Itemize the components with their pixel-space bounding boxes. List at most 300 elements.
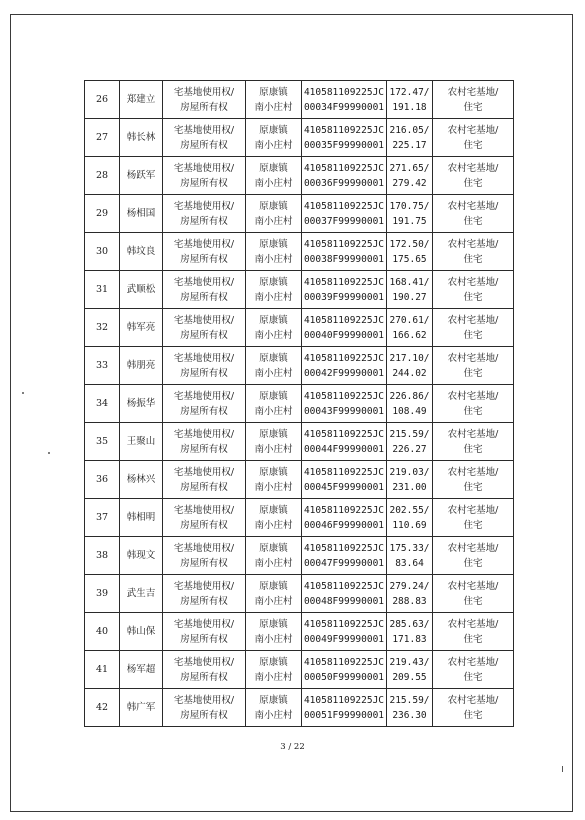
cell-area	[387, 271, 433, 309]
cell-land-use-line: 住宅	[463, 329, 483, 341]
cell-right-type	[163, 461, 246, 499]
cell-right-type	[163, 157, 246, 195]
cell-right-type-line: 宅基地使用权/	[173, 580, 235, 592]
cell-right-type	[163, 81, 246, 119]
table-row	[85, 309, 514, 347]
cell-area-line: 191.18	[392, 101, 427, 113]
cell-number: 40	[85, 613, 120, 651]
cell-number: 33	[85, 347, 120, 385]
cell-land-use-line: 农村宅基地/	[447, 428, 499, 440]
cell-number: 36	[85, 461, 120, 499]
cell-parcel-code-line: 410581109225JC	[303, 466, 385, 478]
cell-parcel-code-line: 00047F99990001	[303, 557, 385, 569]
cell-location	[246, 119, 302, 157]
cell-land-use-line: 住宅	[463, 633, 483, 645]
cell-area-line: 244.02	[392, 367, 427, 379]
cell-parcel-code-line: 00039F99990001	[303, 291, 385, 303]
cell-right-type-line: 宅基地使用权/	[173, 466, 235, 478]
page-number: 3 / 22	[280, 742, 305, 752]
table-row	[85, 537, 514, 575]
cell-location-line: 原康镇	[259, 580, 288, 592]
cell-owner-name: 韩山保	[120, 613, 163, 651]
cell-land-use-line: 住宅	[463, 709, 483, 721]
table-row	[85, 195, 514, 233]
scan-speck	[48, 452, 50, 454]
cell-owner-name: 杨相国	[120, 195, 163, 233]
cell-land-use-line: 农村宅基地/	[447, 618, 499, 630]
cell-parcel-code	[302, 347, 387, 385]
cell-area	[387, 81, 433, 119]
cell-right-type	[163, 309, 246, 347]
cell-location-line: 南小庄村	[254, 557, 293, 569]
cell-right-type-line: 房屋所有权	[180, 367, 228, 379]
table-body	[85, 81, 514, 727]
cell-area	[387, 157, 433, 195]
cell-land-use-line: 住宅	[463, 519, 483, 531]
cell-right-type	[163, 233, 246, 271]
cell-parcel-code-line: 410581109225JC	[303, 504, 385, 516]
cell-area-line: 279.42	[392, 177, 427, 189]
cell-land-use	[433, 81, 514, 119]
cell-right-type-line: 宅基地使用权/	[173, 276, 235, 288]
cell-land-use-line: 住宅	[463, 481, 483, 493]
cell-number: 41	[85, 651, 120, 689]
cell-location-line: 南小庄村	[254, 367, 293, 379]
cell-owner-name: 杨军超	[120, 651, 163, 689]
cell-parcel-code	[302, 81, 387, 119]
cell-area	[387, 689, 433, 727]
cell-location-line: 南小庄村	[254, 671, 293, 683]
cell-area-line: 219.43/	[389, 656, 430, 668]
cell-land-use	[433, 651, 514, 689]
cell-area-line: 271.65/	[389, 162, 430, 174]
cell-number: 29	[85, 195, 120, 233]
cell-location-line: 南小庄村	[254, 329, 293, 341]
cell-right-type-line: 房屋所有权	[180, 139, 228, 151]
cell-right-type-line: 房屋所有权	[180, 595, 228, 607]
cell-location-line: 南小庄村	[254, 101, 293, 113]
cell-owner-name: 韩坟良	[120, 233, 163, 271]
cell-owner-name: 武顺松	[120, 271, 163, 309]
cell-location-line: 南小庄村	[254, 177, 293, 189]
cell-area	[387, 195, 433, 233]
cell-area-line: 172.47/	[389, 86, 430, 98]
cell-area-line: 215.59/	[389, 694, 430, 706]
cell-land-use-line: 农村宅基地/	[447, 276, 499, 288]
cell-owner-name: 韩军亮	[120, 309, 163, 347]
cell-location	[246, 499, 302, 537]
cell-right-type-line: 宅基地使用权/	[173, 694, 235, 706]
cell-area-line: 226.27	[392, 443, 427, 455]
cell-land-use-line: 农村宅基地/	[447, 352, 499, 364]
cell-land-use-line: 住宅	[463, 671, 483, 683]
cell-parcel-code-line: 00038F99990001	[303, 253, 385, 265]
cell-parcel-code-line: 410581109225JC	[303, 314, 385, 326]
cell-land-use	[433, 347, 514, 385]
cell-location-line: 南小庄村	[254, 633, 293, 645]
cell-right-type	[163, 195, 246, 233]
cell-right-type-line: 房屋所有权	[180, 101, 228, 113]
cell-parcel-code	[302, 651, 387, 689]
cell-parcel-code-line: 410581109225JC	[303, 352, 385, 364]
table-row	[85, 499, 514, 537]
cell-land-use-line: 住宅	[463, 101, 483, 113]
cell-parcel-code	[302, 613, 387, 651]
cell-land-use	[433, 575, 514, 613]
cell-land-use	[433, 195, 514, 233]
cell-location-line: 原康镇	[259, 694, 288, 706]
cell-location	[246, 537, 302, 575]
cell-area-line: 168.41/	[389, 276, 430, 288]
cell-parcel-code	[302, 537, 387, 575]
cell-area	[387, 461, 433, 499]
cell-location	[246, 347, 302, 385]
cell-parcel-code-line: 00043F99990001	[303, 405, 385, 417]
cell-area-line: 190.27	[392, 291, 427, 303]
cell-location-line: 南小庄村	[254, 405, 293, 417]
cell-area-line: 171.83	[392, 633, 427, 645]
cell-area-line: 209.55	[392, 671, 427, 683]
cell-owner-name: 杨林兴	[120, 461, 163, 499]
cell-parcel-code-line: 00050F99990001	[303, 671, 385, 683]
cell-right-type-line: 宅基地使用权/	[173, 162, 235, 174]
cell-land-use-line: 住宅	[463, 405, 483, 417]
cell-parcel-code-line: 00048F99990001	[303, 595, 385, 607]
cell-parcel-code	[302, 233, 387, 271]
cell-right-type-line: 宅基地使用权/	[173, 618, 235, 630]
cell-land-use-line: 住宅	[463, 215, 483, 227]
cell-location	[246, 461, 302, 499]
cell-land-use-line: 住宅	[463, 595, 483, 607]
cell-location-line: 南小庄村	[254, 215, 293, 227]
cell-location-line: 原康镇	[259, 618, 288, 630]
cell-area	[387, 537, 433, 575]
cell-area-line: 279.24/	[389, 580, 430, 592]
cell-owner-name: 王聚山	[120, 423, 163, 461]
cell-land-use	[433, 499, 514, 537]
cell-area	[387, 309, 433, 347]
cell-parcel-code-line: 410581109225JC	[303, 124, 385, 136]
cell-owner-name: 韩朋亮	[120, 347, 163, 385]
cell-area	[387, 233, 433, 271]
cell-owner-name: 韩现文	[120, 537, 163, 575]
cell-parcel-code	[302, 461, 387, 499]
cell-parcel-code-line: 410581109225JC	[303, 162, 385, 174]
cell-land-use-line: 农村宅基地/	[447, 314, 499, 326]
cell-parcel-code-line: 410581109225JC	[303, 86, 385, 98]
cell-right-type-line: 房屋所有权	[180, 633, 228, 645]
cell-area-line: 83.64	[395, 557, 424, 569]
cell-right-type-line: 房屋所有权	[180, 443, 228, 455]
cell-location	[246, 613, 302, 651]
cell-land-use-line: 农村宅基地/	[447, 238, 499, 250]
cell-location-line: 南小庄村	[254, 291, 293, 303]
cell-area-line: 231.00	[392, 481, 427, 493]
cell-area	[387, 119, 433, 157]
cell-area	[387, 575, 433, 613]
cell-area-line: 219.03/	[389, 466, 430, 478]
cell-right-type-line: 房屋所有权	[180, 481, 228, 493]
table-row	[85, 651, 514, 689]
table-row	[85, 613, 514, 651]
cell-location-line: 南小庄村	[254, 443, 293, 455]
cell-number: 30	[85, 233, 120, 271]
cell-right-type-line: 宅基地使用权/	[173, 390, 235, 402]
cell-number: 37	[85, 499, 120, 537]
cell-area	[387, 651, 433, 689]
cell-right-type-line: 宅基地使用权/	[173, 656, 235, 668]
cell-right-type	[163, 423, 246, 461]
cell-area-line: 215.59/	[389, 428, 430, 440]
cell-location-line: 南小庄村	[254, 139, 293, 151]
table-row	[85, 385, 514, 423]
cell-parcel-code-line: 410581109225JC	[303, 542, 385, 554]
cell-parcel-code-line: 410581109225JC	[303, 694, 385, 706]
cell-land-use-line: 住宅	[463, 253, 483, 265]
cell-location	[246, 195, 302, 233]
cell-parcel-code-line: 00045F99990001	[303, 481, 385, 493]
cell-right-type-line: 房屋所有权	[180, 671, 228, 683]
table-row	[85, 461, 514, 499]
cell-parcel-code-line: 00046F99990001	[303, 519, 385, 531]
cell-location	[246, 689, 302, 727]
cell-location-line: 原康镇	[259, 276, 288, 288]
cell-right-type-line: 宅基地使用权/	[173, 200, 235, 212]
cell-location	[246, 423, 302, 461]
cell-land-use	[433, 119, 514, 157]
cell-number: 27	[85, 119, 120, 157]
cell-location-line: 原康镇	[259, 86, 288, 98]
cell-right-type-line: 房屋所有权	[180, 329, 228, 341]
table-row	[85, 119, 514, 157]
cell-number: 28	[85, 157, 120, 195]
cell-parcel-code-line: 410581109225JC	[303, 656, 385, 668]
cell-parcel-code	[302, 385, 387, 423]
cell-location	[246, 233, 302, 271]
cell-land-use-line: 农村宅基地/	[447, 466, 499, 478]
cell-area-line: 110.69	[392, 519, 427, 531]
cell-right-type-line: 宅基地使用权/	[173, 428, 235, 440]
cell-area-line: 225.17	[392, 139, 427, 151]
cell-number: 32	[85, 309, 120, 347]
cell-location	[246, 575, 302, 613]
cell-area	[387, 385, 433, 423]
cell-parcel-code-line: 00036F99990001	[303, 177, 385, 189]
cell-land-use	[433, 423, 514, 461]
cell-area-line: 172.50/	[389, 238, 430, 250]
table-row	[85, 271, 514, 309]
cell-area-line: 170.75/	[389, 200, 430, 212]
cell-parcel-code-line: 00042F99990001	[303, 367, 385, 379]
table-row	[85, 575, 514, 613]
cell-area-line: 226.86/	[389, 390, 430, 402]
cell-owner-name: 韩相明	[120, 499, 163, 537]
cell-right-type-line: 宅基地使用权/	[173, 124, 235, 136]
cell-location-line: 南小庄村	[254, 709, 293, 721]
cell-land-use	[433, 233, 514, 271]
cell-land-use	[433, 385, 514, 423]
cell-parcel-code-line: 410581109225JC	[303, 276, 385, 288]
cell-area-line: 108.49	[392, 405, 427, 417]
cell-land-use	[433, 613, 514, 651]
cell-land-use-line: 农村宅基地/	[447, 694, 499, 706]
cell-location-line: 原康镇	[259, 124, 288, 136]
table-row	[85, 423, 514, 461]
cell-location	[246, 309, 302, 347]
cell-parcel-code	[302, 689, 387, 727]
cell-location	[246, 157, 302, 195]
cell-location-line: 原康镇	[259, 656, 288, 668]
cell-right-type	[163, 575, 246, 613]
cell-owner-name: 杨振华	[120, 385, 163, 423]
cell-area-line: 216.05/	[389, 124, 430, 136]
cell-right-type	[163, 385, 246, 423]
cell-parcel-code	[302, 575, 387, 613]
cell-area-line: 236.30	[392, 709, 427, 721]
cell-right-type-line: 宅基地使用权/	[173, 504, 235, 516]
cell-right-type	[163, 651, 246, 689]
cell-land-use-line: 住宅	[463, 177, 483, 189]
cell-location-line: 原康镇	[259, 390, 288, 402]
cell-parcel-code-line: 410581109225JC	[303, 580, 385, 592]
scan-speck	[562, 766, 563, 772]
cell-number: 26	[85, 81, 120, 119]
cell-land-use-line: 农村宅基地/	[447, 542, 499, 554]
cell-parcel-code	[302, 195, 387, 233]
cell-area-line: 175.65	[392, 253, 427, 265]
cell-right-type-line: 宅基地使用权/	[173, 352, 235, 364]
cell-area-line: 285.63/	[389, 618, 430, 630]
cell-area	[387, 613, 433, 651]
cell-parcel-code-line: 410581109225JC	[303, 238, 385, 250]
cell-land-use-line: 住宅	[463, 139, 483, 151]
cell-right-type	[163, 537, 246, 575]
cell-parcel-code-line: 410581109225JC	[303, 390, 385, 402]
cell-land-use-line: 农村宅基地/	[447, 86, 499, 98]
cell-location-line: 原康镇	[259, 504, 288, 516]
table-row	[85, 81, 514, 119]
cell-parcel-code-line: 00051F99990001	[303, 709, 385, 721]
cell-right-type	[163, 613, 246, 651]
cell-parcel-code-line: 00034F99990001	[303, 101, 385, 113]
cell-number: 42	[85, 689, 120, 727]
cell-parcel-code	[302, 119, 387, 157]
cell-location-line: 南小庄村	[254, 595, 293, 607]
cell-right-type-line: 宅基地使用权/	[173, 238, 235, 250]
cell-parcel-code-line: 00035F99990001	[303, 139, 385, 151]
cell-parcel-code	[302, 271, 387, 309]
cell-location-line: 原康镇	[259, 466, 288, 478]
cell-location-line: 原康镇	[259, 314, 288, 326]
cell-land-use-line: 农村宅基地/	[447, 504, 499, 516]
cell-parcel-code	[302, 499, 387, 537]
cell-location-line: 南小庄村	[254, 253, 293, 265]
cell-right-type-line: 宅基地使用权/	[173, 86, 235, 98]
cell-location-line: 原康镇	[259, 238, 288, 250]
cell-owner-name: 郑建立	[120, 81, 163, 119]
cell-right-type-line: 宅基地使用权/	[173, 314, 235, 326]
cell-location-line: 原康镇	[259, 162, 288, 174]
cell-right-type-line: 房屋所有权	[180, 253, 228, 265]
cell-land-use-line: 农村宅基地/	[447, 390, 499, 402]
cell-area-line: 217.10/	[389, 352, 430, 364]
cell-land-use-line: 农村宅基地/	[447, 200, 499, 212]
cell-land-use	[433, 537, 514, 575]
cell-right-type-line: 房屋所有权	[180, 405, 228, 417]
cell-location	[246, 651, 302, 689]
cell-location-line: 原康镇	[259, 200, 288, 212]
cell-owner-name: 武生吉	[120, 575, 163, 613]
property-register-table	[84, 80, 514, 727]
cell-area	[387, 423, 433, 461]
cell-land-use-line: 农村宅基地/	[447, 580, 499, 592]
table-row	[85, 689, 514, 727]
cell-right-type-line: 房屋所有权	[180, 519, 228, 531]
scan-speck	[22, 392, 24, 394]
cell-parcel-code-line: 00044F99990001	[303, 443, 385, 455]
cell-location-line: 原康镇	[259, 542, 288, 554]
cell-land-use-line: 农村宅基地/	[447, 656, 499, 668]
cell-number: 34	[85, 385, 120, 423]
cell-area-line: 270.61/	[389, 314, 430, 326]
cell-location-line: 南小庄村	[254, 519, 293, 531]
cell-owner-name: 杨跃军	[120, 157, 163, 195]
cell-parcel-code-line: 410581109225JC	[303, 618, 385, 630]
cell-owner-name: 韩长林	[120, 119, 163, 157]
table-row	[85, 347, 514, 385]
cell-right-type-line: 房屋所有权	[180, 177, 228, 189]
cell-parcel-code-line: 00040F99990001	[303, 329, 385, 341]
cell-right-type-line: 房屋所有权	[180, 709, 228, 721]
cell-area	[387, 347, 433, 385]
cell-right-type	[163, 271, 246, 309]
cell-land-use-line: 住宅	[463, 367, 483, 379]
cell-parcel-code	[302, 157, 387, 195]
cell-land-use	[433, 689, 514, 727]
cell-land-use	[433, 271, 514, 309]
cell-right-type-line: 宅基地使用权/	[173, 542, 235, 554]
cell-land-use-line: 农村宅基地/	[447, 162, 499, 174]
cell-right-type-line: 房屋所有权	[180, 291, 228, 303]
cell-right-type	[163, 119, 246, 157]
cell-right-type-line: 房屋所有权	[180, 215, 228, 227]
cell-parcel-code-line: 410581109225JC	[303, 428, 385, 440]
cell-parcel-code	[302, 309, 387, 347]
cell-location	[246, 271, 302, 309]
cell-land-use-line: 住宅	[463, 291, 483, 303]
cell-right-type	[163, 347, 246, 385]
cell-area-line: 175.33/	[389, 542, 430, 554]
cell-land-use-line: 住宅	[463, 557, 483, 569]
cell-land-use	[433, 461, 514, 499]
cell-parcel-code	[302, 423, 387, 461]
cell-right-type-line: 房屋所有权	[180, 557, 228, 569]
cell-area-line: 191.75	[392, 215, 427, 227]
cell-number: 31	[85, 271, 120, 309]
cell-area-line: 288.83	[392, 595, 427, 607]
cell-location	[246, 385, 302, 423]
cell-right-type	[163, 689, 246, 727]
cell-area	[387, 499, 433, 537]
cell-parcel-code-line: 410581109225JC	[303, 200, 385, 212]
table-row	[85, 233, 514, 271]
cell-land-use-line: 住宅	[463, 443, 483, 455]
cell-land-use	[433, 309, 514, 347]
cell-right-type	[163, 499, 246, 537]
cell-location-line: 原康镇	[259, 352, 288, 364]
cell-number: 35	[85, 423, 120, 461]
cell-location-line: 原康镇	[259, 428, 288, 440]
